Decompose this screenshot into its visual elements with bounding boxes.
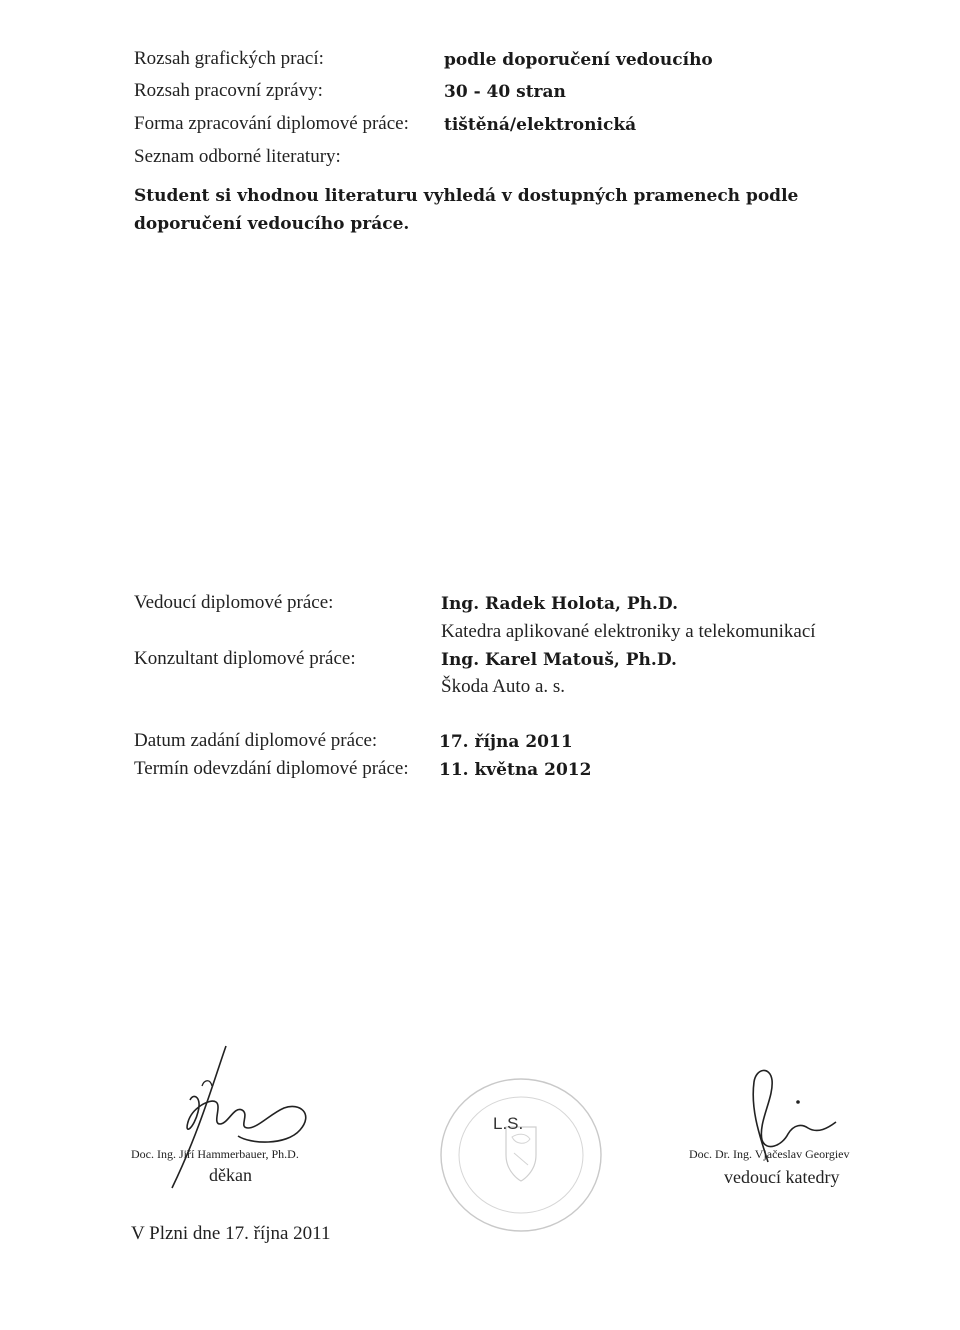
supervisor-name: Ing. Radek Holota, Ph.D. xyxy=(441,594,678,614)
submission-date-value: 11. května 2012 xyxy=(439,760,592,780)
consultant-affiliation: Škoda Auto a. s. xyxy=(441,676,566,697)
dean-role: děkan xyxy=(209,1165,252,1185)
field-label-thesis-form: Forma zpracování diplomové práce: xyxy=(134,113,409,134)
field-value-graphics: podle doporučení vedoucího xyxy=(444,50,713,70)
department-head-name: Doc. Dr. Ing. Vjačeslav Georgiev xyxy=(689,1147,850,1161)
literature-note: Student si vhodnou literaturu vyhledá v dostupných pramenech podle doporučení vedoucího práce. xyxy=(134,186,799,234)
supervisor-label: Vedoucí diplomové práce: xyxy=(134,592,334,613)
stamp-label: L.S. xyxy=(493,1114,524,1133)
assignment-date-label: Datum zadání diplomové práce: xyxy=(134,730,378,751)
field-value-thesis-form: tištěná/elektronická xyxy=(444,115,637,135)
department-head-role: vedoucí katedry xyxy=(724,1167,840,1187)
consultant-name: Ing. Karel Matouš, Ph.D. xyxy=(441,650,677,670)
submission-date-label: Termín odevzdání diplomové práce: xyxy=(134,758,409,779)
official-stamp-icon xyxy=(436,1075,606,1235)
supervisor-affiliation: Katedra aplikované elektroniky a telekomunikací xyxy=(441,621,816,642)
field-label-graphics: Rozsah grafických prací: xyxy=(134,48,324,69)
field-label-report-length: Rozsah pracovní zprávy: xyxy=(134,80,323,101)
place-date: V Plzni dne 17. října 2011 xyxy=(131,1223,331,1244)
consultant-label: Konzultant diplomové práce: xyxy=(134,648,356,669)
field-label-literature: Seznam odborné literatury: xyxy=(134,146,341,167)
field-value-report-length: 30 - 40 stran xyxy=(444,82,566,102)
dean-name: Doc. Ing. Jiří Hammerbauer, Ph.D. xyxy=(131,1147,299,1161)
assignment-date-value: 17. října 2011 xyxy=(439,732,573,752)
